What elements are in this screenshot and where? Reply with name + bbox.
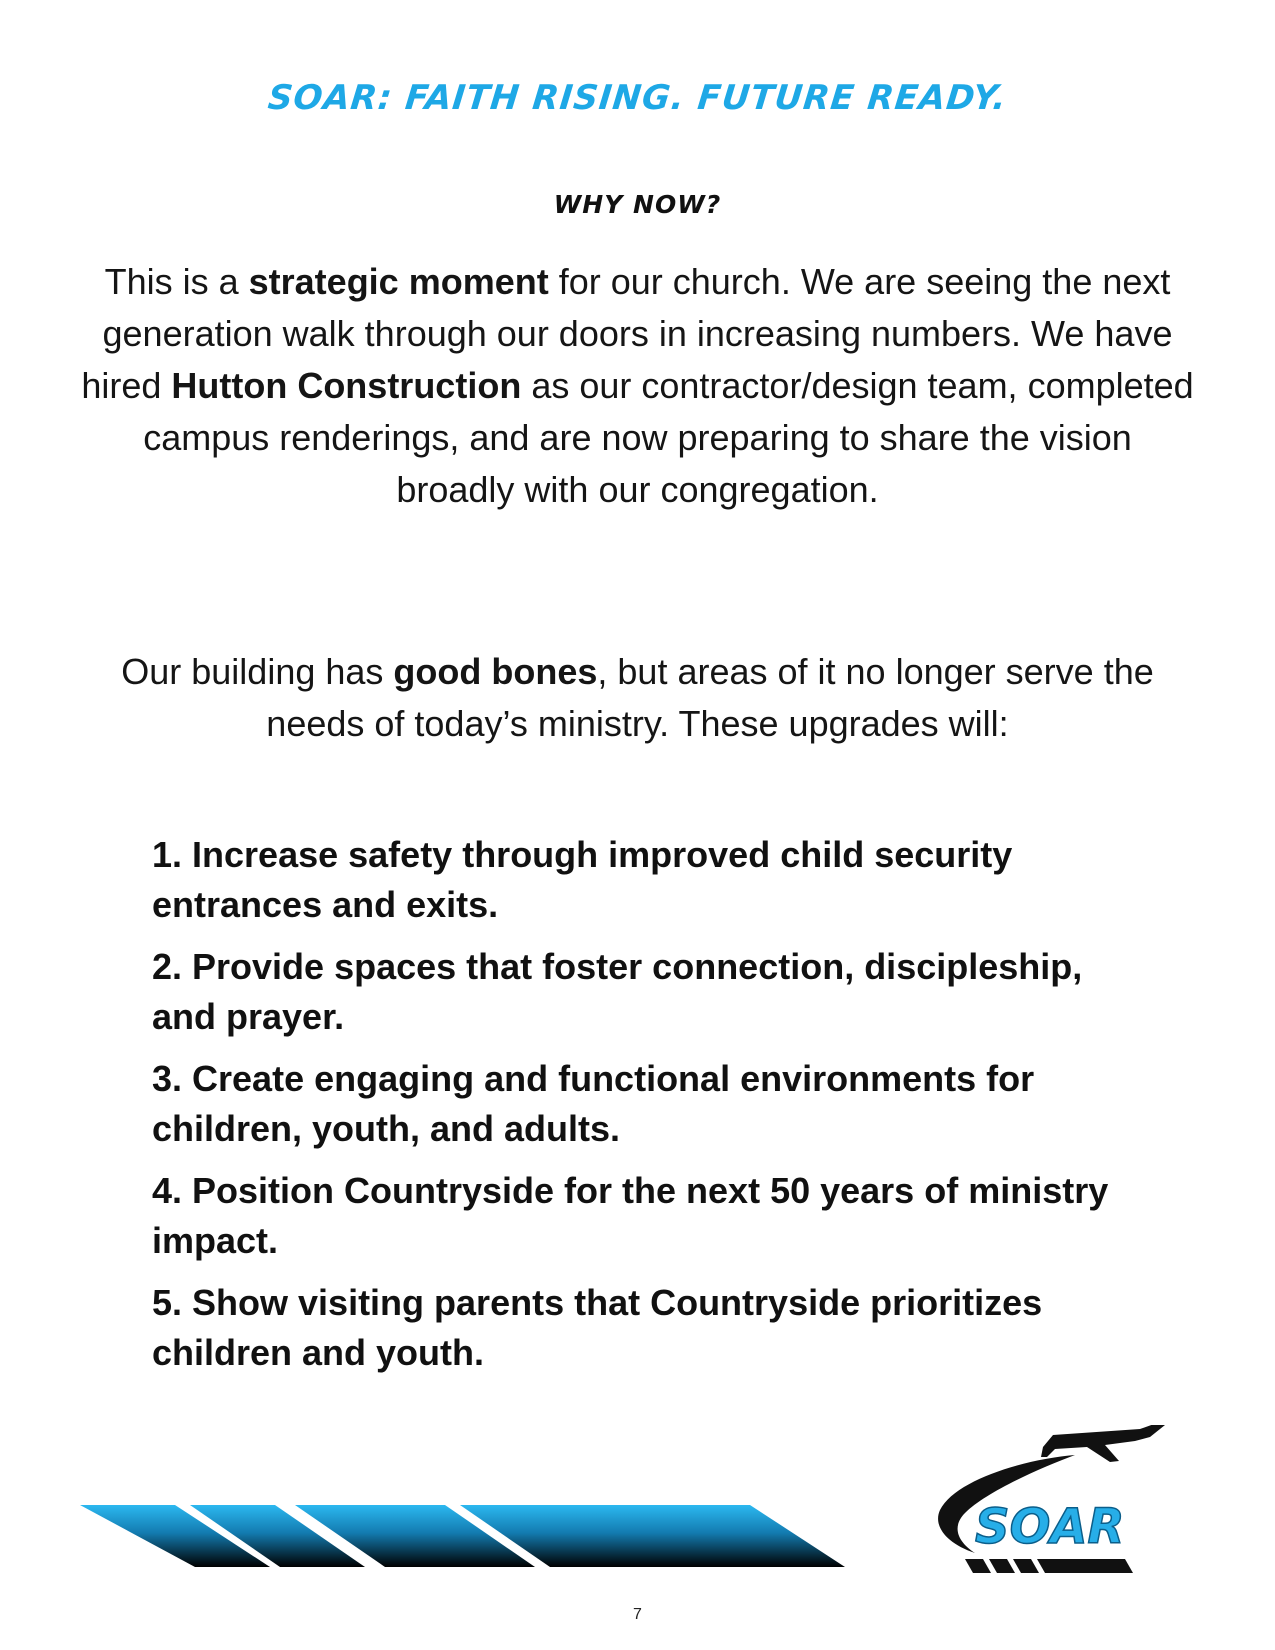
list-item: 5. Show visiting parents that Countryside prioritizes children and youth. [152, 1282, 1043, 1373]
emphasis-hutton-construction: Hutton Construction [171, 365, 522, 406]
logo-bar [1037, 1559, 1133, 1573]
emphasis-good-bones: good bones [393, 651, 598, 692]
logo-bar [1013, 1559, 1039, 1573]
paragraph-text: for our church. We are seeing the next generation walk through our doors in increasing numbers. We have hired [81, 261, 1173, 406]
section-heading: WHY NOW? [553, 190, 722, 219]
page-number: 7 [633, 1606, 642, 1623]
footer-stripes-decoration [80, 1505, 880, 1575]
logo-bar [989, 1559, 1015, 1573]
why-now-paragraph [80, 256, 1195, 516]
list-item: 3. Create engaging and functional environments for children, youth, and adults. [152, 1058, 1035, 1149]
page-title: SOAR: FAITH RISING. FUTURE READY. [265, 78, 1009, 118]
emphasis-strategic-moment: strategic moment [248, 261, 549, 302]
building-paragraph [80, 646, 1195, 750]
upgrades-list [152, 830, 1152, 1390]
soar-logo [935, 1425, 1195, 1585]
list-item: 4. Position Countryside for the next 50 years of ministry impact. [152, 1170, 1109, 1261]
list-item: 2. Provide spaces that foster connection, discipleship, and prayer. [152, 946, 1083, 1037]
paragraph-text: , but areas of it no longer serve the needs of today’s ministry. These upgrades will: [266, 651, 1154, 744]
logo-bar [965, 1559, 991, 1573]
logo-text: SOAR [975, 1499, 1125, 1555]
paragraph-text: as our contractor/design team, completed campus renderings, and are now preparing to share the vision broadly with our congregation. [143, 365, 1194, 510]
paragraph-text: Our building has [121, 651, 394, 692]
airplane-icon [1041, 1425, 1165, 1462]
paragraph-text: This is a [104, 261, 249, 302]
list-item: 1. Increase safety through improved child security entrances and exits. [152, 834, 1013, 925]
